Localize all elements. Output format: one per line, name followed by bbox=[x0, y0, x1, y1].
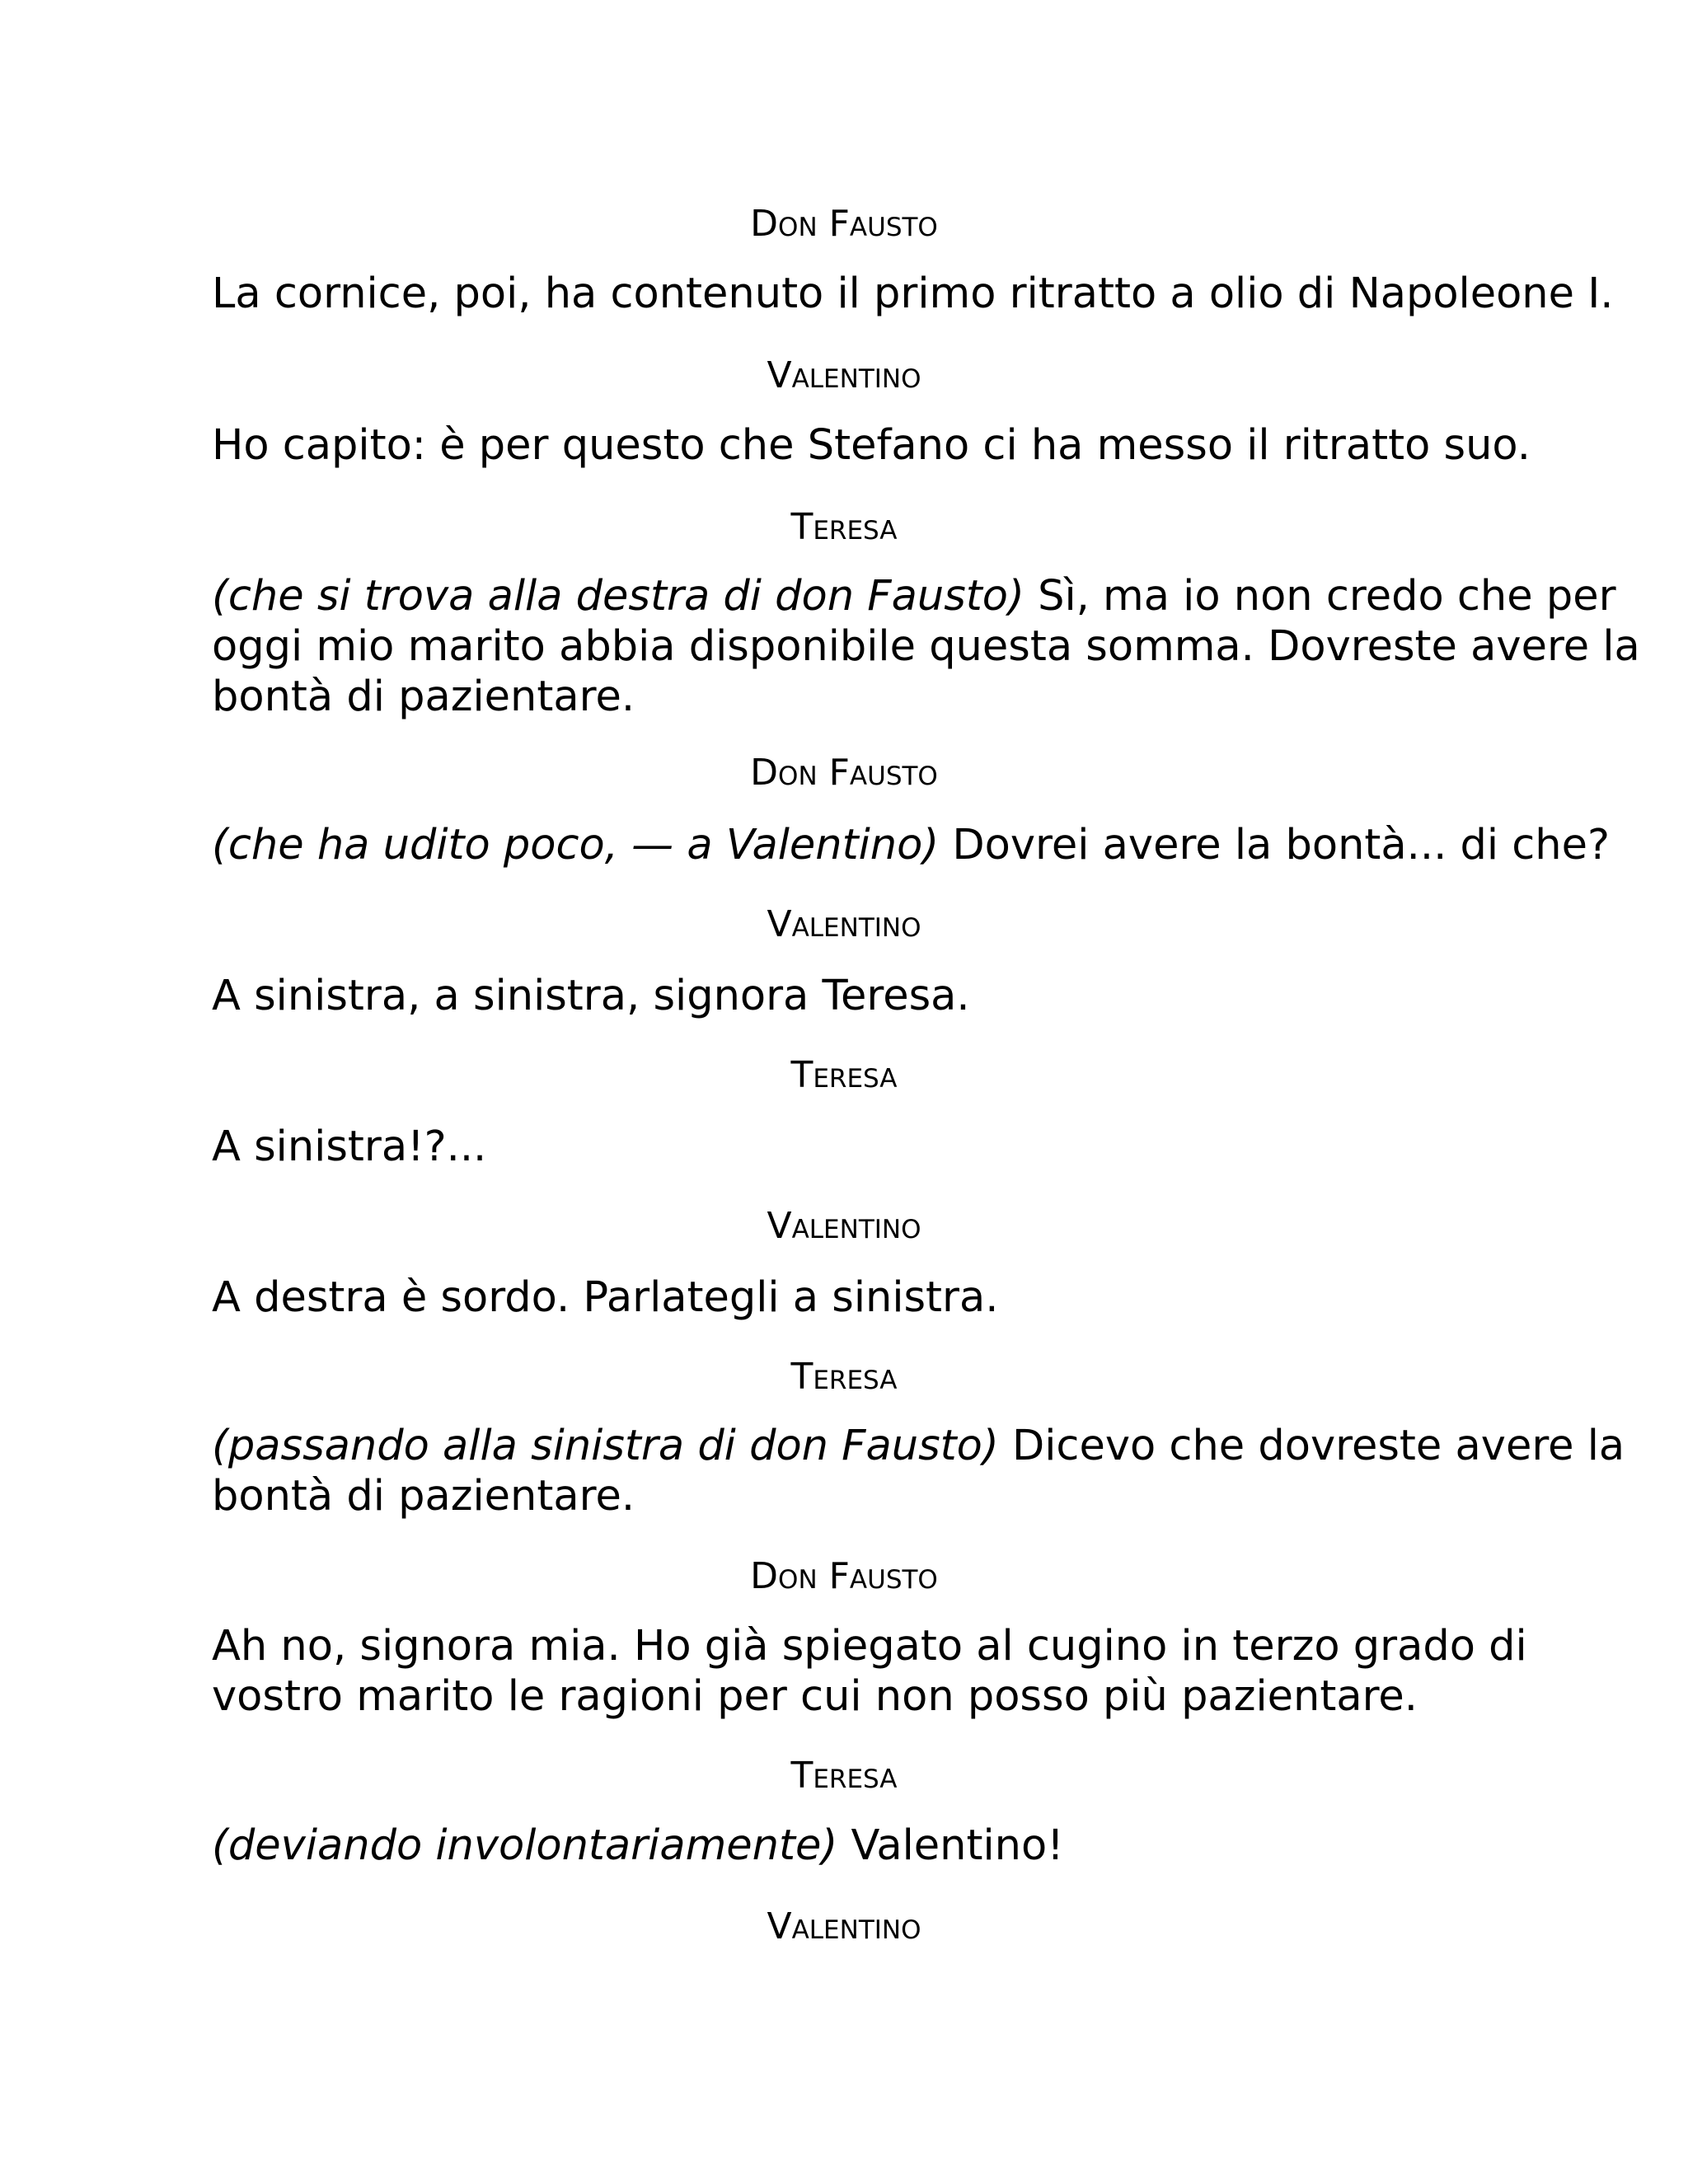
dialogue-line bbox=[212, 672, 1498, 722]
dialogue-text: A sinistra!?... bbox=[212, 1122, 487, 1171]
speaker-name: Don Fausto bbox=[750, 203, 938, 245]
dialogue-line bbox=[212, 571, 1616, 621]
dialogue-line bbox=[212, 971, 1498, 1021]
dialogue-text: La cornice, poi, ha contenuto il primo ritratto a olio di Napoleone I. bbox=[212, 269, 1614, 318]
dialogue-line bbox=[212, 1671, 1498, 1722]
dialogue-text: A destra è sordo. Parlategli a sinistra. bbox=[212, 1273, 999, 1322]
dialogue-line bbox=[212, 621, 1640, 672]
stage-direction: (passando alla sinistra di don Fausto) bbox=[212, 1422, 999, 1470]
speaker-name: Teresa bbox=[790, 1054, 898, 1096]
dialogue-line bbox=[212, 420, 1531, 471]
dialogue-text: Dicevo che dovreste avere la bbox=[998, 1422, 1625, 1470]
dialogue-line bbox=[212, 1471, 1498, 1521]
speaker-name: Teresa bbox=[790, 1755, 898, 1797]
dialogue-text: Ah no, signora mia. Ho già spiegato al cugino in terzo grado di bbox=[212, 1622, 1527, 1671]
speaker-name: Don Fausto bbox=[750, 752, 938, 794]
stage-direction: (deviando involontariamente) bbox=[212, 1821, 838, 1870]
speaker-name: Valentino bbox=[767, 1905, 921, 1947]
dialogue-line bbox=[212, 1122, 1498, 1172]
dialogue-line bbox=[212, 1272, 1498, 1323]
dialogue-line bbox=[212, 1821, 1498, 1871]
dialogue-text: bontà di pazientare. bbox=[212, 673, 635, 721]
dialogue-line bbox=[212, 1421, 1625, 1471]
speaker-name: Teresa bbox=[790, 506, 898, 548]
dialogue-text: Sì, ma io non credo che per bbox=[1024, 572, 1616, 621]
speaker-name: Teresa bbox=[790, 1356, 898, 1398]
stage-direction: (che ha udito poco, — a Valentino) bbox=[212, 821, 940, 869]
dialogue-text: bontà di pazientare. bbox=[212, 1472, 635, 1521]
speaker-name: Valentino bbox=[767, 1205, 921, 1247]
stage-direction: (che si trova alla destra di don Fausto) bbox=[212, 572, 1025, 621]
dialogue-text: oggi mio marito abbia disponibile questa somma. Dovreste avere la bbox=[212, 622, 1640, 671]
speaker-name: Don Fausto bbox=[750, 1555, 938, 1597]
dialogue-text: Ho capito: è per questo che Stefano ci ha messo il ritratto suo. bbox=[212, 421, 1531, 470]
dialogue-text: Valentino! bbox=[837, 1821, 1064, 1870]
dialogue-line bbox=[212, 820, 1611, 870]
dialogue-line bbox=[212, 1621, 1527, 1671]
dialogue-line bbox=[212, 269, 1614, 319]
speaker-name: Valentino bbox=[767, 903, 921, 945]
dialogue-text: A sinistra, a sinistra, signora Teresa. bbox=[212, 972, 970, 1020]
dialogue-text: vostro marito le ragioni per cui non posso più pazientare. bbox=[212, 1672, 1418, 1721]
speaker-name: Valentino bbox=[767, 354, 921, 396]
dialogue-text: Dovrei avere la bontà... di che? bbox=[939, 821, 1611, 869]
